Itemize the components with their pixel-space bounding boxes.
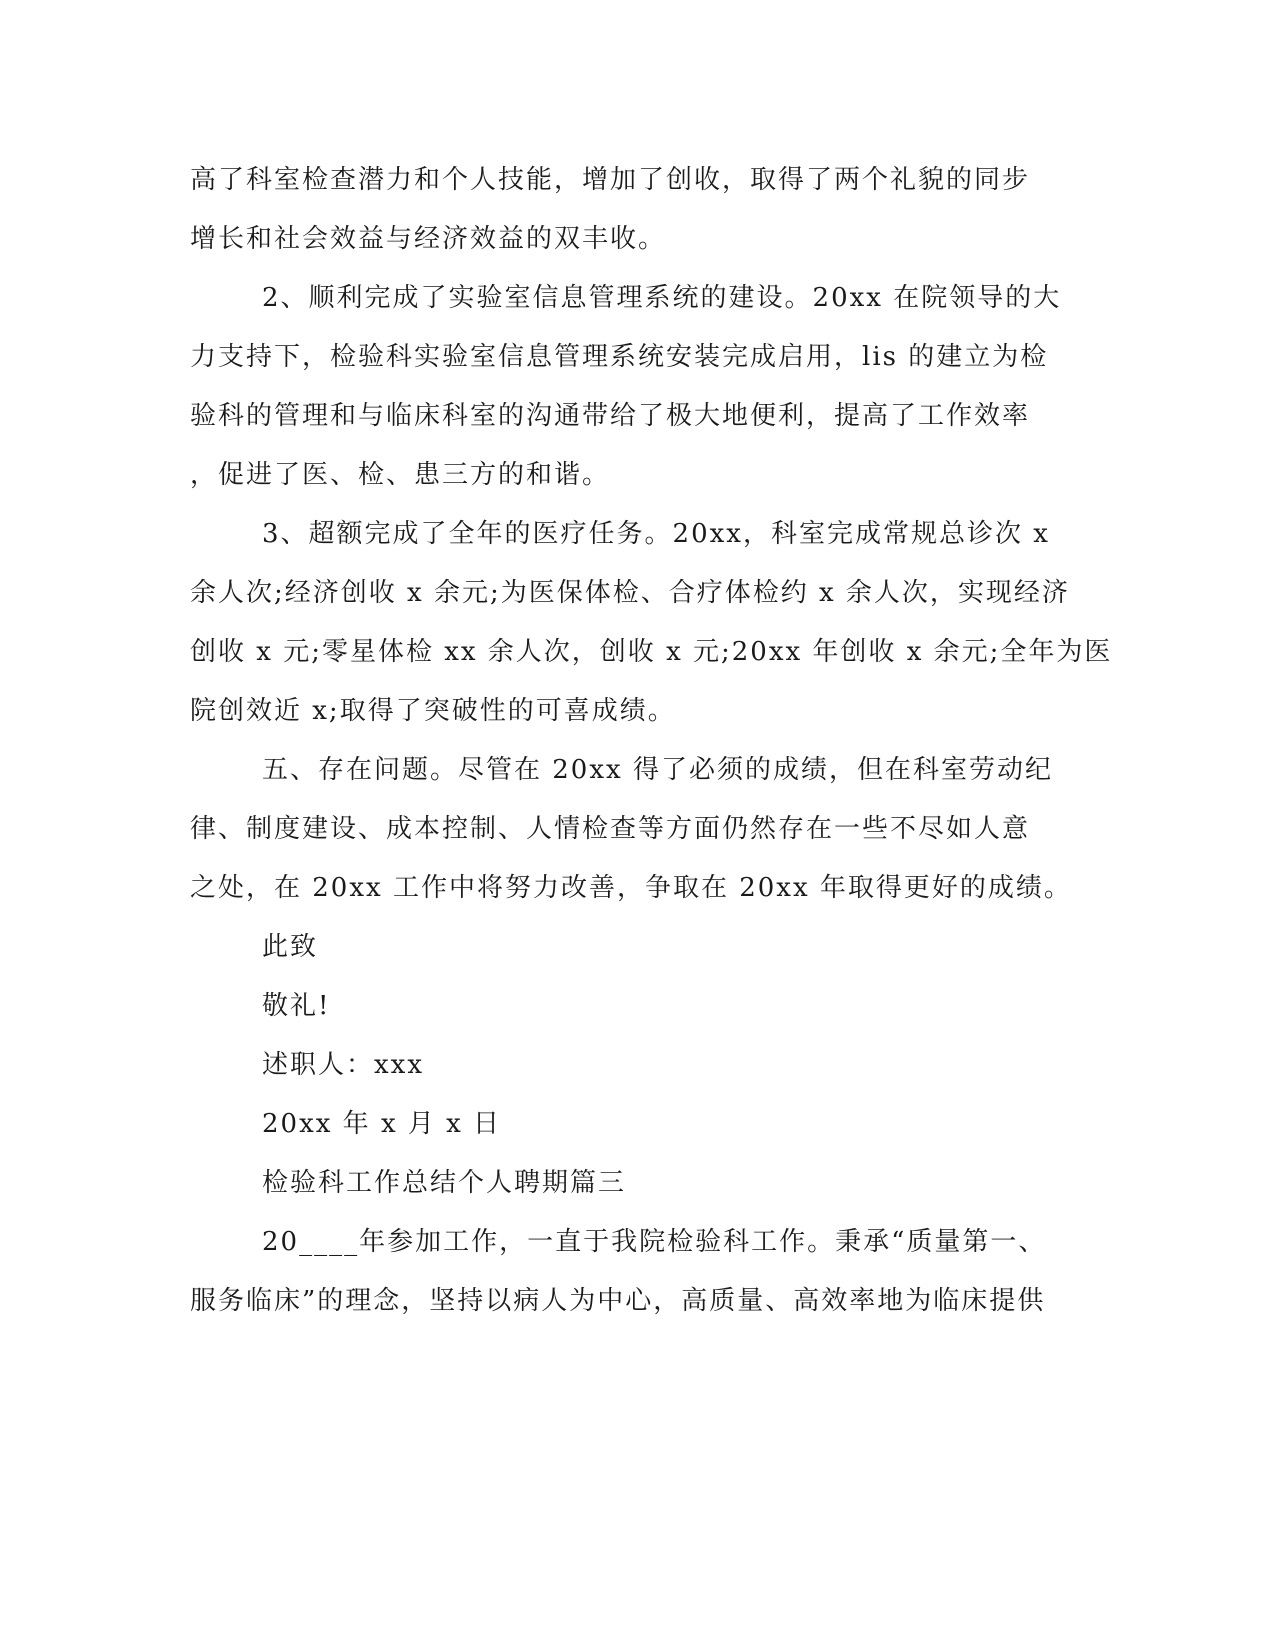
section-title: 检验科工作总结个人聘期篇三 xyxy=(262,1168,627,1198)
closing-regards: 敬礼! xyxy=(262,991,331,1021)
text-line: 之处，在 20xx 工作中将努力改善，争取在 20xx 年取得更好的成绩。 xyxy=(190,873,1072,903)
text-line: 力支持下，检验科实验室信息管理系统安装完成启用，lis 的建立为检 xyxy=(190,342,1049,372)
text-line: ，促进了医、检、患三方的和谐。 xyxy=(190,460,611,490)
text-line: 五、存在问题。尽管在 20xx 得了必须的成绩，但在科室劳动纪 xyxy=(262,755,1053,785)
text-line: 创收 x 元;零星体检 xx 余人次，创收 x 元;20xx 年创收 x 余元;全年为医 xyxy=(190,637,1113,667)
text-line: 服务临床”的理念，坚持以病人为中心，高质量、高效率地为临床提供 xyxy=(190,1286,1046,1316)
text-line: 增长和社会效益与经济效益的双丰收。 xyxy=(190,224,667,254)
text-line: 高了科室检查潜力和个人技能，增加了创收，取得了两个礼貌的同步 xyxy=(190,165,1031,195)
text-line: 2、顺利完成了实验室信息管理系统的建设。20xx 在院领导的大 xyxy=(262,283,1062,313)
text-line: 20____年参加工作，一直于我院检验科工作。秉承“质量第一、 xyxy=(262,1227,1047,1257)
closing-salutation: 此致 xyxy=(262,932,319,962)
report-date: 20xx 年 x 月 x 日 xyxy=(262,1109,502,1139)
text-line: 律、制度建设、成本控制、人情检查等方面仍然存在一些不尽如人意 xyxy=(190,814,1031,844)
text-line: 余人次;经济创收 x 余元;为医保体检、合疗体检约 x 余人次，实现经济 xyxy=(190,578,1070,608)
text-line: 3、超额完成了全年的医疗任务。20xx，科室完成常规总诊次 x xyxy=(262,519,1050,549)
reporter-name: 述职人：xxx xyxy=(262,1050,424,1080)
text-line: 院创效近 x;取得了突破性的可喜成绩。 xyxy=(190,696,676,726)
text-line: 验科的管理和与临床科室的沟通带给了极大地便利，提高了工作效率 xyxy=(190,401,1031,431)
